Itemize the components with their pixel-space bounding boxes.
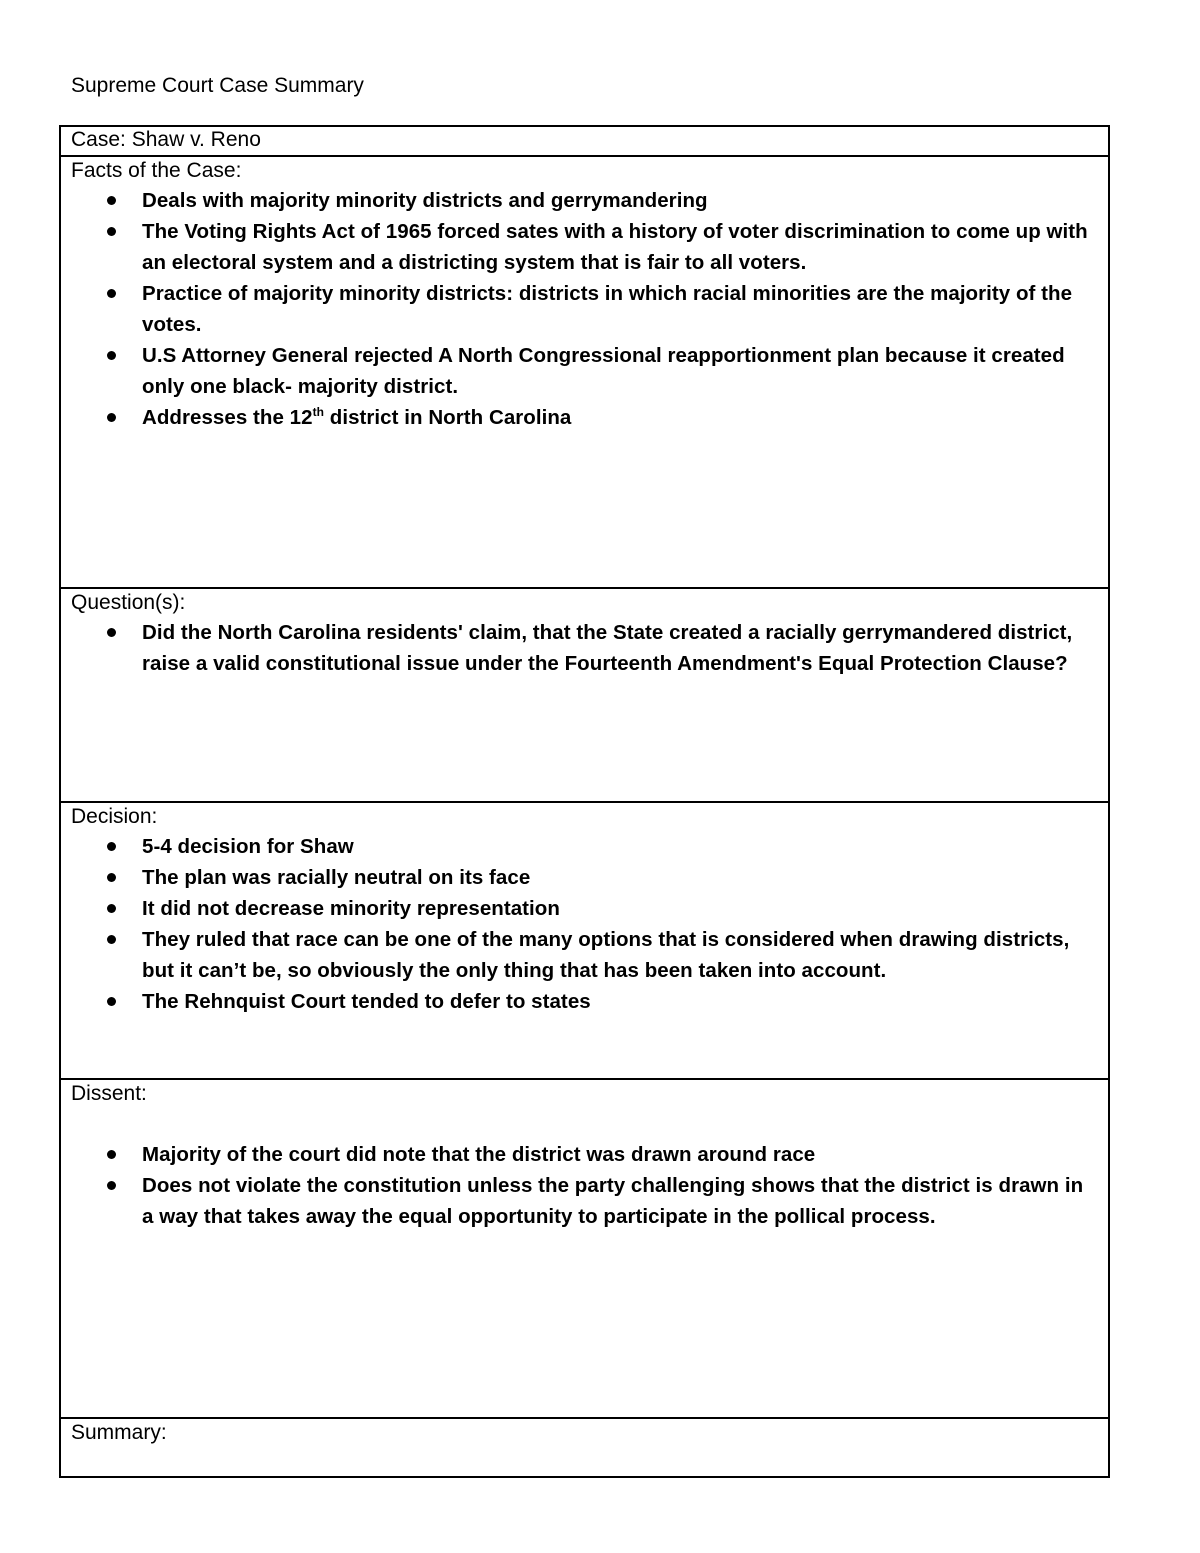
bullet-dot-icon bbox=[107, 904, 116, 913]
list-item-text: They ruled that race can be one of the many options that is considered when drawing districts, but it can’t be, so obviously the only thing that has been taken into account. bbox=[142, 928, 1070, 982]
bullet-dot-icon bbox=[107, 413, 116, 422]
list-item bbox=[71, 831, 1098, 862]
bullet-dot-icon bbox=[107, 628, 116, 637]
list-item bbox=[71, 893, 1098, 924]
list-item bbox=[71, 1139, 1098, 1170]
summary-cell bbox=[60, 1418, 1109, 1477]
dissent-cell bbox=[60, 1079, 1109, 1418]
list-item-text: The Rehnquist Court tended to defer to states bbox=[142, 990, 591, 1013]
document-title: Supreme Court Case Summary bbox=[71, 74, 364, 97]
facts-cell bbox=[60, 156, 1109, 588]
questions-row bbox=[60, 588, 1109, 802]
dissent-list bbox=[71, 1139, 1098, 1232]
list-item bbox=[71, 340, 1098, 402]
ordinal-superscript: th bbox=[312, 405, 325, 420]
list-item-text: Did the North Carolina residents' claim, that the State created a racially gerrymandered district, raise a valid constitutional issue under the Fourteenth Amendment's Equal Protection Clause? bbox=[142, 621, 1073, 675]
case-summary-table bbox=[59, 125, 1110, 1478]
bullet-dot-icon bbox=[107, 227, 116, 236]
list-item-text-prefix: Addresses the 12 bbox=[142, 406, 313, 429]
case-label bbox=[71, 127, 1098, 153]
list-item bbox=[71, 278, 1098, 340]
list-item-text: 5-4 decision for Shaw bbox=[142, 835, 354, 858]
facts-label: Facts of the Case: bbox=[71, 159, 242, 182]
case-label-text: Case: bbox=[71, 128, 132, 151]
list-item bbox=[71, 1170, 1098, 1232]
list-item bbox=[71, 185, 1098, 216]
bullet-dot-icon bbox=[107, 842, 116, 851]
list-item bbox=[71, 617, 1098, 679]
questions-cell bbox=[60, 588, 1109, 802]
list-item bbox=[71, 402, 1098, 433]
bullet-dot-icon bbox=[107, 935, 116, 944]
list-item-text: Majority of the court did note that the district was drawn around race bbox=[142, 1143, 816, 1166]
list-item-text-suffix: district in North Carolina bbox=[324, 406, 572, 429]
bullet-dot-icon bbox=[107, 1181, 116, 1190]
decision-cell bbox=[60, 802, 1109, 1079]
questions-label: Question(s): bbox=[71, 591, 186, 614]
list-item-text: Deals with majority minority districts and gerrymandering bbox=[142, 189, 708, 212]
bullet-dot-icon bbox=[107, 196, 116, 205]
decision-list bbox=[71, 831, 1098, 1017]
bullet-dot-icon bbox=[107, 289, 116, 298]
blank-line bbox=[71, 1108, 1098, 1139]
list-item bbox=[71, 862, 1098, 893]
list-item bbox=[71, 924, 1098, 986]
list-item-text: The Voting Rights Act of 1965 forced sates with a history of voter discrimination to come up with an electoral system and a districting system that is fair to all voters. bbox=[142, 220, 1088, 274]
case-name: Shaw v. Reno bbox=[131, 128, 261, 151]
decision-label: Decision: bbox=[71, 805, 158, 828]
decision-row bbox=[60, 802, 1109, 1079]
list-item bbox=[71, 216, 1098, 278]
list-item-text: Practice of majority minority districts: districts in which racial minorities are the majority of the votes. bbox=[142, 282, 1073, 336]
questions-list bbox=[71, 617, 1098, 679]
list-item-text: The plan was racially neutral on its face bbox=[142, 866, 531, 889]
dissent-row bbox=[60, 1079, 1109, 1418]
summary-row bbox=[60, 1418, 1109, 1477]
facts-row bbox=[60, 156, 1109, 588]
summary-label: Summary: bbox=[71, 1421, 167, 1444]
bullet-dot-icon bbox=[107, 873, 116, 882]
bullet-dot-icon bbox=[107, 997, 116, 1006]
list-item-text: U.S Attorney General rejected A North Congressional reapportionment plan because it created only one black- majority district. bbox=[142, 344, 1065, 398]
case-row bbox=[60, 126, 1109, 156]
facts-list bbox=[71, 185, 1098, 433]
case-cell bbox=[60, 126, 1109, 156]
list-item bbox=[71, 986, 1098, 1017]
bullet-dot-icon bbox=[107, 351, 116, 360]
dissent-label: Dissent: bbox=[71, 1082, 147, 1105]
list-item-text: Does not violate the constitution unless the party challenging shows that the district is drawn in a way that takes away the equal opportunity to participate in the pollical process. bbox=[142, 1174, 1084, 1228]
bullet-dot-icon bbox=[107, 1150, 116, 1159]
list-item-text: It did not decrease minority representation bbox=[142, 897, 560, 920]
